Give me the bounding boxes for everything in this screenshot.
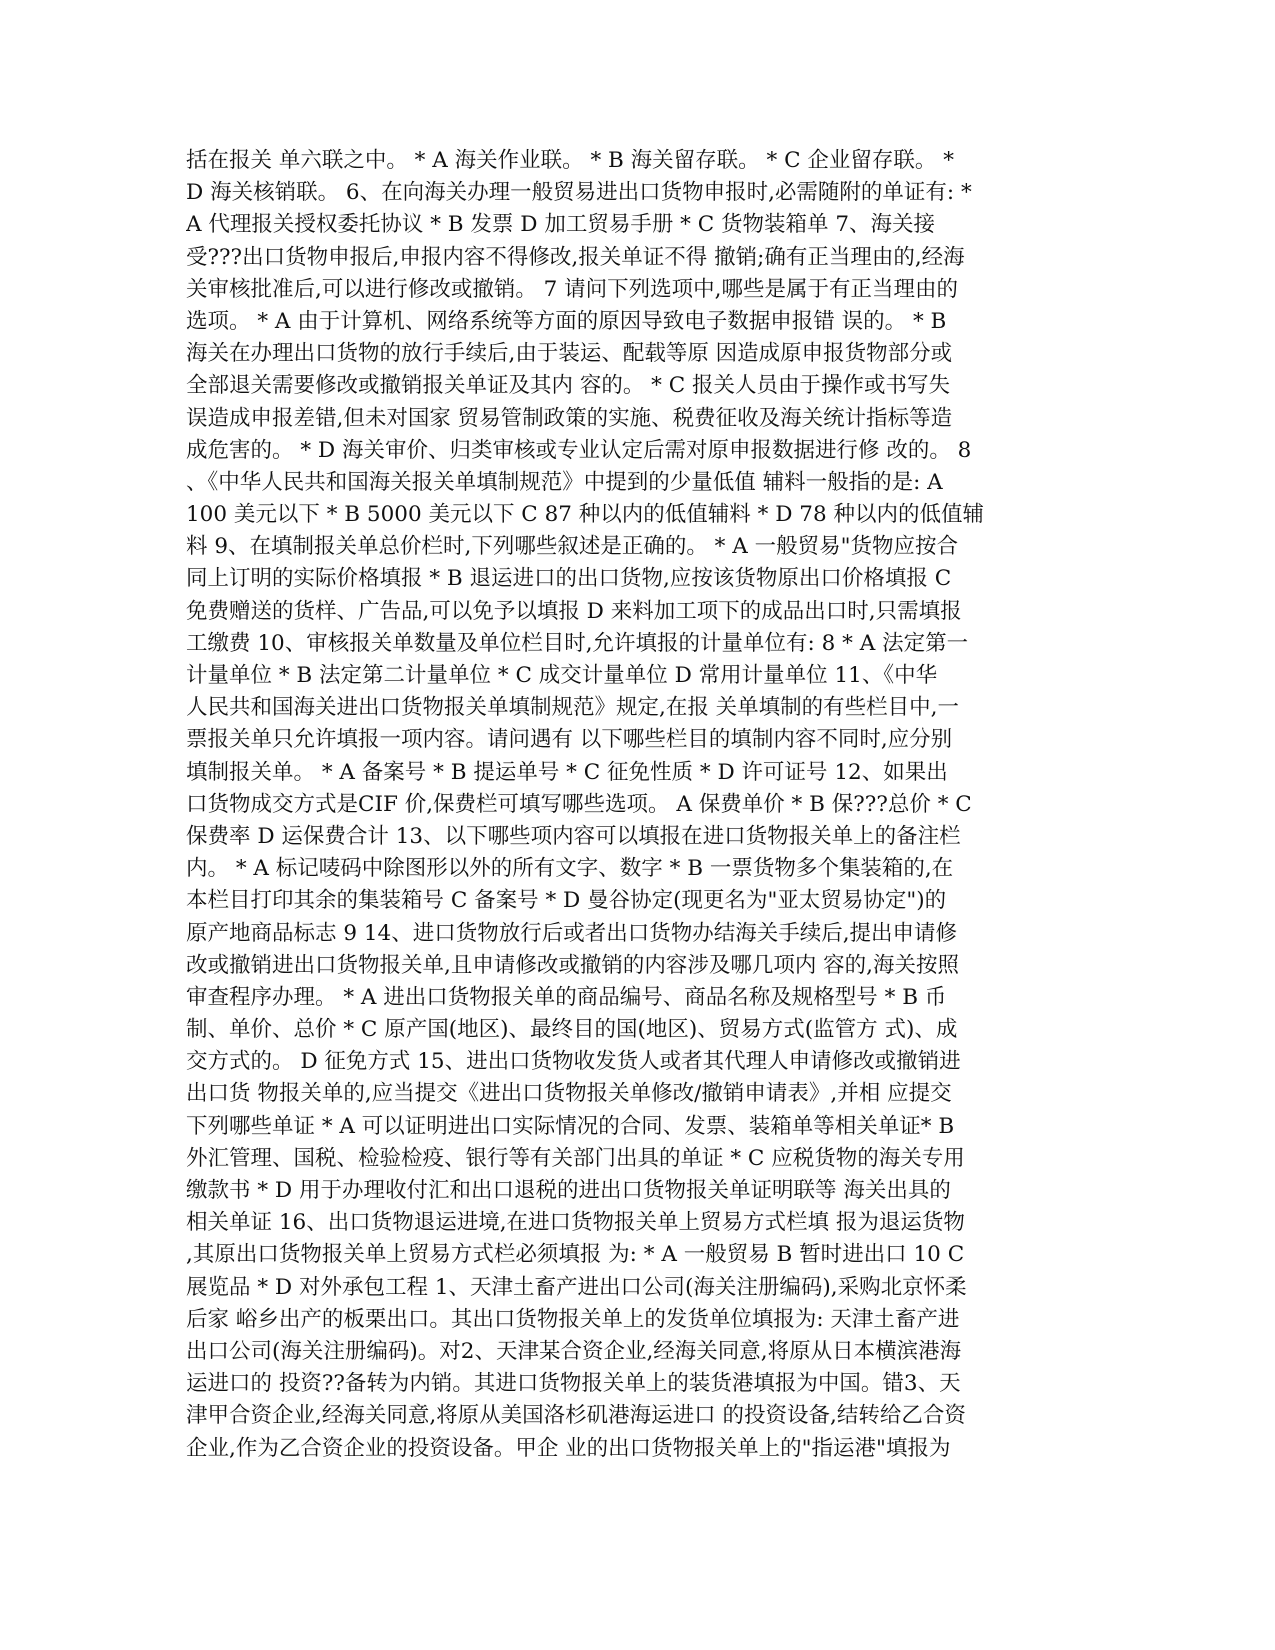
text-line: 原产地商品标志 9 14、进口货物放行后或者出口货物办结海关手续后,提出申请修 (186, 920, 958, 946)
text-line: 工缴费 10、审核报关单数量及单位栏目时,允许填报的计量单位有: 8 * A 法定第一 (186, 630, 969, 656)
text-line: 成危害的。 * D 海关审价、归类审核或专业认定后需对原申报数据进行修 改的。 8 (186, 437, 972, 463)
text-line: 100 美元以下 * B 5000 美元以下 C 87 种以内的低值辅料 * D 78 种以内的低值辅 (186, 502, 984, 528)
text-line: 口货物成交方式是CIF 价,保费栏可填写哪些选项。 A 保费单价 * B 保???总价 * C (186, 791, 972, 817)
text-line: 选项。 * A 由于计算机、网络系统等方面的原因导致电子数据申报错 误的。 * B (186, 308, 947, 334)
text-line: 海关在办理出口货物的放行手续后,由于装运、配载等原 因造成原申报货物部分或 (186, 341, 953, 367)
text-line: 、《中华人民共和国海关报关单填制规范》中提到的少量低值 辅料一般指的是: A (186, 469, 943, 495)
text-line: A 代理报关授权委托协议 * B 发票 D 加工贸易手册 * C 货物装箱单 7、海关接 (186, 212, 936, 238)
text-line: 外汇管理、国税、检验检疫、银行等有关部门出具的单证 * C 应税货物的海关专用 (186, 1145, 965, 1171)
text-line: 填制报关单。 * A 备案号 * B 提运单号 * C 征免性质 * D 许可证号 12、如果出 (186, 759, 948, 785)
text-line: 企业,作为乙合资企业的投资设备。甲企 业的出口货物报关单上的"指运港"填报为 (186, 1435, 951, 1461)
text-line: 括在报关 单六联之中。 * A 海关作业联。 * B 海关留存联。 * C 企业留存联。 * (186, 148, 954, 173)
text-line: 关审核批准后,可以进行修改或撤销。 7 请问下列选项中,哪些是属于有正当理由的 (186, 276, 959, 302)
text-line: 误造成申报差错,但未对国家 贸易管制政策的实施、税费征收及海关统计指标等造 (186, 405, 953, 431)
text-line: 出口货 物报关单的,应当提交《进出口货物报关单修改/撤销申请表》,并相 应提交 (186, 1081, 952, 1107)
text-line: 津甲合资企业,经海关同意,将原从美国洛杉矶港海运进口 的投资设备,结转给乙合资 (186, 1403, 966, 1429)
text-line: 出口公司(海关注册编码)。对2、天津某合资企业,经海关同意,将原从日本横滨港海 (186, 1338, 962, 1364)
text-line: 制、单价、总价 * C 原产国(地区)、最终目的国(地区)、贸易方式(监管方 式)、成 (186, 1017, 958, 1043)
text-line: 本栏目打印其余的集装箱号 C 备案号 * D 曼谷协定(现更名为"亚太贸易协定")的 (186, 888, 947, 914)
text-line: 内。 * A 标记唛码中除图形以外的所有文字、数字 * B 一票货物多个集装箱的,在 (186, 856, 954, 882)
document-body-text (186, 145, 1096, 1465)
text-line: 交方式的。 D 征免方式 15、进出口货物收发货人或者其代理人申请修改或撤销进 (186, 1049, 961, 1075)
text-line: D 海关核销联。 6、在向海关办理一般贸易进出口货物申报时,必需随附的单证有: * (186, 180, 972, 206)
text-line: 票报关单只允许填报一项内容。请问遇有 以下哪些栏目的填制内容不同时,应分别 (186, 727, 953, 753)
text-line: 受???出口货物申报后,申报内容不得修改,报关单证不得 撤销;确有正当理由的,经海 (186, 244, 965, 270)
text-line: 后家 峪乡出产的板栗出口。其出口货物报关单上的发货单位填报为: 天津土畜产进 (186, 1306, 960, 1332)
text-line: 全部退关需要修改或撤销报关单证及其内 容的。 * C 报关人员由于操作或书写失 (186, 373, 951, 399)
text-line: ,其原出口货物报关单上贸易方式栏必须填报 为: * A 一般贸易 B 暂时进出口 10 C (186, 1242, 965, 1268)
text-line: 改或撤销进出口货物报关单,且申请修改或撤销的内容涉及哪几项内 容的,海关按照 (186, 952, 960, 978)
text-line: 人民共和国海关进出口货物报关单填制规范》规定,在报 关单填制的有些栏目中,一 (186, 695, 960, 721)
text-line: 料 9、在填制报关单总价栏时,下列哪些叙述是正确的。 * A 一般贸易"货物应按合 (186, 534, 959, 560)
text-line: 下列哪些单证 * A 可以证明进出口实际情况的合同、发票、装箱单等相关单证* B (186, 1113, 955, 1139)
text-line: 保费率 D 运保费合计 13、以下哪些项内容可以填报在进口货物报关单上的备注栏 (186, 823, 961, 849)
text-line: 相关单证 16、出口货物退运进境,在进口货物报关单上贸易方式栏填 报为退运货物 (186, 1210, 965, 1236)
text-line: 免费赠送的货样、广告品,可以免予以填报 D 来料加工项下的成品出口时,只需填报 (186, 598, 962, 624)
text-line: 展览品 * D 对外承包工程 1、天津土畜产进出口公司(海关注册编码),采购北京怀柔 (186, 1274, 967, 1300)
text-line: 计量单位 * B 法定第二计量单位 * C 成交计量单位 D 常用计量单位 11、《中华 (186, 663, 938, 688)
text-line: 审查程序办理。 * A 进出口货物报关单的商品编号、商品名称及规格型号 * B 币 (186, 984, 947, 1010)
text-line: 运进口的 投资??备转为内销。其进口货物报关单上的装货港填报为中国。错3、天 (186, 1371, 961, 1397)
text-line: 缴款书 * D 用于办理收付汇和出口退税的进出口货物报关单证明联等 海关出具的 (186, 1178, 951, 1203)
text-line: 同上订明的实际价格填报 * B 退运进口的出口货物,应按该货物原出口价格填报 C (186, 566, 952, 592)
